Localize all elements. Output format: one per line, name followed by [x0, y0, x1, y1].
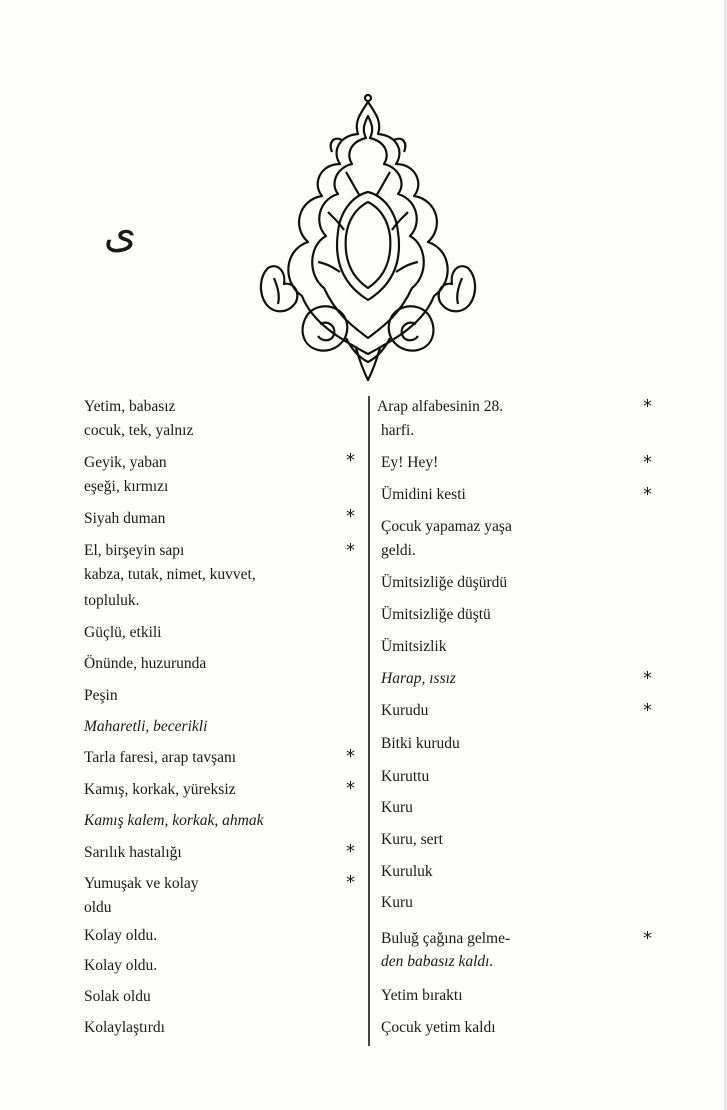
main-entry-marker: *	[643, 452, 652, 473]
turkish-meaning: Ümitsizlik	[381, 638, 447, 655]
main-entry-marker: *	[643, 928, 652, 949]
turkish-meaning: Ümidini kesti	[381, 486, 466, 503]
turkish-meaning: Harap, ıssız	[381, 670, 456, 687]
main-entry-marker: *	[346, 778, 355, 799]
floral-ornament-icon	[248, 92, 488, 384]
turkish-meaning-continued: kabza, tutak, nimet, kuvvet,	[84, 566, 256, 583]
main-entry-marker: *	[346, 450, 355, 471]
main-entry-marker: *	[643, 668, 652, 689]
turkish-meaning: Güçlü, etkili	[84, 624, 162, 641]
turkish-meaning: Tarla faresi, arap tavşanı	[84, 749, 237, 766]
turkish-meaning: Kuruttu	[381, 768, 430, 785]
turkish-meaning: Kuru, sert	[381, 831, 443, 848]
turkish-meaning: Kolay oldu.	[84, 927, 158, 944]
ornament-letter: ی	[103, 208, 137, 257]
main-entry-marker: *	[346, 841, 355, 862]
turkish-meaning: Ey! Hey!	[381, 454, 439, 471]
turkish-meaning: Çocuk yetim kaldı	[381, 1019, 496, 1036]
main-entry-marker: *	[643, 484, 652, 505]
turkish-meaning: Ümitsizliğe düştü	[381, 606, 491, 623]
turkish-meaning-continued: cocuk, tek, yalnız	[84, 422, 194, 439]
turkish-meaning: Sarılık hastalığı	[84, 844, 182, 861]
turkish-meaning: Kolay oldu.	[84, 957, 158, 974]
turkish-meaning: Peşin	[84, 687, 118, 704]
turkish-meaning: Yetim, babasız	[84, 398, 176, 415]
turkish-meaning: Çocuk yapamaz yaşa	[381, 518, 512, 535]
turkish-meaning-continued: eşeği, kırmızı	[84, 478, 169, 495]
turkish-meaning: El, birşeyin sapı	[84, 542, 185, 559]
main-entry-marker: *	[346, 506, 355, 527]
main-entry-marker: *	[346, 746, 355, 767]
turkish-meaning: Kamış kalem, korkak, ahmak	[84, 812, 264, 829]
turkish-meaning-continued: den babasız kaldı.	[381, 953, 494, 970]
turkish-meaning: Arap alfabesinin 28.	[377, 398, 504, 415]
turkish-meaning: Maharetli, becerikli	[84, 718, 208, 735]
main-entry-marker: *	[643, 700, 652, 721]
turkish-meaning: Buluğ çağına gelme-	[381, 930, 511, 947]
turkish-meaning: Geyik, yaban	[84, 454, 167, 471]
turkish-meaning: Kurudu	[381, 702, 429, 719]
turkish-meaning: Yumuşak ve kolay	[84, 875, 199, 892]
turkish-meaning: Kuru	[381, 799, 413, 816]
turkish-meaning: Kuru	[381, 894, 413, 911]
turkish-meaning-continued: oldu	[84, 899, 112, 916]
turkish-meaning-continued: topluluk.	[84, 592, 140, 609]
turkish-meaning: Kolaylaştırdı	[84, 1019, 165, 1036]
main-entry-marker: *	[346, 872, 355, 893]
turkish-meaning: Solak oldu	[84, 988, 151, 1005]
column-divider	[368, 396, 370, 1046]
turkish-meaning: Siyah duman	[84, 510, 166, 527]
turkish-meaning: Yetim bıraktı	[381, 987, 463, 1004]
turkish-meaning-continued: geldi.	[381, 542, 416, 559]
turkish-meaning: Ümitsizliğe düşürdü	[381, 574, 508, 591]
turkish-meaning: Kuruluk	[381, 863, 433, 880]
main-entry-marker: *	[643, 396, 652, 417]
turkish-meaning: Önünde, huzurunda	[84, 655, 207, 672]
turkish-meaning-continued: harfi.	[381, 422, 415, 439]
turkish-meaning: Kamış, korkak, yüreksiz	[84, 781, 236, 798]
turkish-meaning: Bitki kurudu	[381, 735, 460, 752]
main-entry-marker: *	[346, 540, 355, 561]
